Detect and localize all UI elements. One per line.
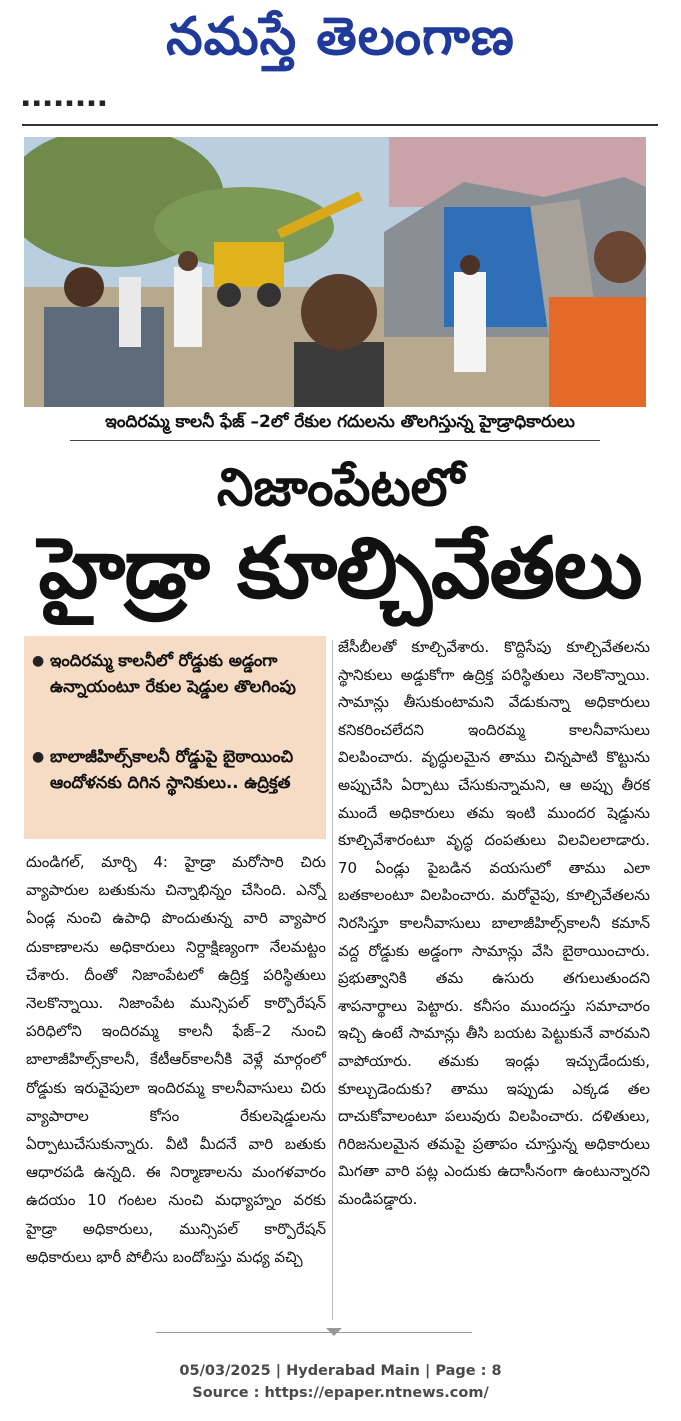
article-column-left: దుండిగల్, మార్చి 4: హైడ్రా మరోసారి చిరు వ్యాపారుల బతుకును చిన్నాభిన్నం చేసింది. ఎన్నో ఏండ్ల నుంచి ఉపాధి పొందుతున్న వారి వ్యాపార దుకాణాలను అధికారులు నిర్దాక్షిణ్యంగా నేలమట్టం చేశారు. దీంతో నిజాంపేటలో ఉద్రిక్త పరిస్థితులు నెలకొన్నాయి. నిజాంపేట మున్సిపల్ కార్పొరేషన్ పరిధిలోని ఇందిరమ్మ కాలనీ ఫేజ్–2 నుంచి బాలాజీహిల్స్‌కాలనీ, కేటీఆర్‌కాలనీకి వెళ్లే మార్గంలో రోడ్డుకు ఇరువైపులా ఇందిరమ్మ కాలనీవాసులు చిరు వ్యాపారాల కోసం రేకులషెడ్డులను ఏర్పాటుచేసుకున్నారు. వీటి మీదనే వారి బతుకు ఆధారపడి ఉన్నది. ఈ నిర్మాణాలను మంగళవారం ఉదయం 10 గంటల నుంచి మధ్యాహ్నం వరకు హైడ్రా అధికారులు, మున్సిపల్ కార్పొరేషన్ అధికారులు భారీ పోలీసు బందోబస్తు మధ్య వచ్చి [26, 853, 326, 1266]
footer-edition-info: 05/03/2025 | Hyderabad Main | Page : 8 [179, 1363, 502, 1379]
newspaper-title: నమస్తే తెలంగాణ [166, 6, 515, 67]
footer-source: Source : https://epaper.ntnews.com/ [192, 1385, 489, 1401]
masthead [0, 0, 681, 92]
demolition-photo-image [24, 137, 646, 407]
bullet-icon: ● [32, 653, 45, 669]
highlight-text: ఇందిరమ్మ కాలనీలో రోడ్డుకు అడ్డంగా ఉన్నాయంటూ రేకుల షెడ్డుల తొలగింపు [50, 651, 296, 696]
top-rule-area [22, 96, 658, 134]
article-column-right: జేసీబీలతో కూల్చివేశారు. కొద్దిసేపు కూల్చివేతలను స్థానికులు అడ్డుకోగా ఉద్రిక్త పరిస్థితులు నెలకొన్నాయి. సామాన్లు తీసుకుంటామని వేడుకున్నా అధికారులు కనికరించలేదని ఇందిరమ్మ కాలనీవాసులు విలపించారు. వృద్ధులమైన తాము చిన్నపాటి కొట్టును అప్పుచేసి ఏర్పాటు చేసుకున్నామని, ఆ అప్పు తీరక ముందే అధికారులు తమ ఇంటి ముందర షెడ్డును కూల్చివేశారంటూ వృద్ధ దంపతులు విలవిలలాడారు. 70 ఏండ్లు పైబడిన వయసులో తాము ఎలా బతకాలంటూ విలపించారు. మరోవైపు, కూల్చివేతలను నిరసిస్తూ కాలనీవాసులు బాలాజీహిల్స్‌కాలనీ కమాన్ వద్ద రోడ్డుకు అడ్డంగా సామాన్లు వేసి బైఠాయించారు. ప్రభుత్వానికి తమ ఉసురు తగులుతుందని శాపనార్థాలు పెట్టారు. కనీసం ముందస్తు సమాచారం ఇచ్చి ఉంటే సామాన్లు తీసి బయట పెట్టుకునే వారమని వాపోయారు. తమకు ఇండ్లు ఇచ్చుడేందుకు, కూల్చుడెందుకు? తాము ఇప్పుడు ఎక్కడ తల దాచుకోవాలంటూ పలువురు విలపించారు. దళితులు, గిరిజనులమైన తమపై ప్రతాపం చూస్తున్న అధికారులు మిగతా వారి పట్ల ఎందుకు ఉదాసీనంగా ఉంటున్నారని మండిపడ్డారు. [338, 638, 650, 1208]
footer-divider [156, 1332, 472, 1333]
bullet-icon: ● [32, 749, 45, 765]
highlights-box [24, 636, 326, 839]
highlight-text: బాలాజీహిల్స్‌కాలనీ రోడ్డుపై బైఠాయించి ఆందోళనకు దిగిన స్థానికులు.. ఉద్రిక్తత [50, 747, 294, 792]
top-strip-text: ▪ ▪ ▪ ▪ ▪ ▪ ▪ ▪ [22, 96, 107, 109]
headline-kicker: నిజాంపేటలో [216, 458, 465, 518]
footer [0, 1360, 681, 1404]
photo-caption: ఇందిరమ్మ కాలనీ ఫేజ్ –2లో రేకుల గదులను తొలగిస్తున్న హైడ్రాధికారులు [105, 412, 575, 432]
footer-arrow-icon [326, 1328, 342, 1336]
highlight-item [32, 648, 318, 700]
top-divider [22, 124, 658, 126]
caption-underline [70, 440, 600, 441]
headline-main: హైడ్రా కూల్చివేతలు [38, 519, 642, 617]
news-photo [24, 137, 646, 407]
highlight-item [32, 744, 318, 796]
column-divider [332, 640, 333, 1320]
